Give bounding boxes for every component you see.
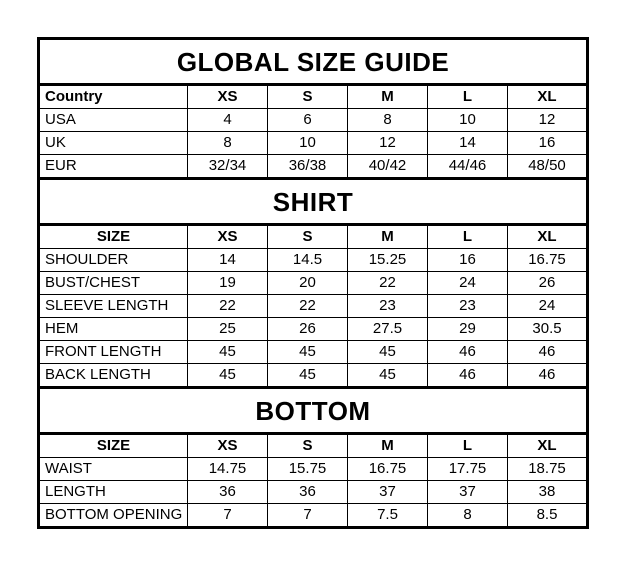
column-header-xl: XL xyxy=(508,225,588,249)
column-header-row-bottom xyxy=(39,434,588,458)
column-header-xs: XS xyxy=(188,434,268,458)
cell-shoulder-l: 16 xyxy=(428,249,508,272)
cell-opening-s: 7 xyxy=(268,504,348,528)
table-row-bust-chest xyxy=(39,272,588,295)
table-row-back-length xyxy=(39,364,588,388)
cell-opening-m: 7.5 xyxy=(348,504,428,528)
cell-front-xl: 46 xyxy=(508,341,588,364)
cell-usa-l: 10 xyxy=(428,109,508,132)
cell-sleeve-l: 23 xyxy=(428,295,508,318)
cell-hem-xs: 25 xyxy=(188,318,268,341)
table-row-waist xyxy=(39,458,588,481)
cell-usa-m: 8 xyxy=(348,109,428,132)
cell-bust-xs: 19 xyxy=(188,272,268,295)
cell-eur-s: 36/38 xyxy=(268,155,348,179)
size-guide-table xyxy=(37,37,589,529)
column-header-l: L xyxy=(428,85,508,109)
cell-back-xs: 45 xyxy=(188,364,268,388)
cell-front-s: 45 xyxy=(268,341,348,364)
cell-shoulder-xs: 14 xyxy=(188,249,268,272)
cell-sleeve-xl: 24 xyxy=(508,295,588,318)
cell-usa-xs: 4 xyxy=(188,109,268,132)
column-header-m: M xyxy=(348,434,428,458)
row-label-bottom-opening: BOTTOM OPENING xyxy=(39,504,188,528)
section-title-shirt: SHIRT xyxy=(39,179,588,225)
row-label-usa: USA xyxy=(39,109,188,132)
section-title-row-shirt xyxy=(39,179,588,225)
cell-shoulder-m: 15.25 xyxy=(348,249,428,272)
cell-opening-xs: 7 xyxy=(188,504,268,528)
column-header-row-shirt xyxy=(39,225,588,249)
cell-hem-xl: 30.5 xyxy=(508,318,588,341)
row-label-uk: UK xyxy=(39,132,188,155)
cell-sleeve-s: 22 xyxy=(268,295,348,318)
cell-front-l: 46 xyxy=(428,341,508,364)
cell-eur-l: 44/46 xyxy=(428,155,508,179)
column-header-xs: XS xyxy=(188,225,268,249)
section-title-bottom: BOTTOM xyxy=(39,388,588,434)
table-row-sleeve-length xyxy=(39,295,588,318)
cell-front-xs: 45 xyxy=(188,341,268,364)
cell-eur-xs: 32/34 xyxy=(188,155,268,179)
cell-sleeve-m: 23 xyxy=(348,295,428,318)
section-title-row-bottom xyxy=(39,388,588,434)
row-label-sleeve-length: SLEEVE LENGTH xyxy=(39,295,188,318)
cell-sleeve-xs: 22 xyxy=(188,295,268,318)
cell-uk-xl: 16 xyxy=(508,132,588,155)
cell-hem-s: 26 xyxy=(268,318,348,341)
table-row-eur xyxy=(39,155,588,179)
cell-front-m: 45 xyxy=(348,341,428,364)
cell-length-l: 37 xyxy=(428,481,508,504)
cell-eur-xl: 48/50 xyxy=(508,155,588,179)
cell-uk-xs: 8 xyxy=(188,132,268,155)
cell-waist-m: 16.75 xyxy=(348,458,428,481)
cell-length-s: 36 xyxy=(268,481,348,504)
column-header-l: L xyxy=(428,225,508,249)
cell-opening-xl: 8.5 xyxy=(508,504,588,528)
cell-uk-s: 10 xyxy=(268,132,348,155)
cell-length-m: 37 xyxy=(348,481,428,504)
cell-length-xl: 38 xyxy=(508,481,588,504)
table-row-front-length xyxy=(39,341,588,364)
cell-back-s: 45 xyxy=(268,364,348,388)
column-header-s: S xyxy=(268,434,348,458)
column-header-m: M xyxy=(348,225,428,249)
column-header-size-shirt: SIZE xyxy=(39,225,188,249)
cell-waist-s: 15.75 xyxy=(268,458,348,481)
column-header-size-bottom: SIZE xyxy=(39,434,188,458)
cell-uk-l: 14 xyxy=(428,132,508,155)
cell-bust-m: 22 xyxy=(348,272,428,295)
column-header-row-global xyxy=(39,85,588,109)
cell-shoulder-xl: 16.75 xyxy=(508,249,588,272)
cell-shoulder-s: 14.5 xyxy=(268,249,348,272)
section-title-row-global xyxy=(39,39,588,85)
row-label-hem: HEM xyxy=(39,318,188,341)
cell-usa-xl: 12 xyxy=(508,109,588,132)
cell-back-xl: 46 xyxy=(508,364,588,388)
cell-hem-m: 27.5 xyxy=(348,318,428,341)
column-header-l: L xyxy=(428,434,508,458)
cell-bust-s: 20 xyxy=(268,272,348,295)
cell-back-m: 45 xyxy=(348,364,428,388)
row-label-back-length: BACK LENGTH xyxy=(39,364,188,388)
table-row-usa xyxy=(39,109,588,132)
table-row-shoulder xyxy=(39,249,588,272)
section-title-global-size-guide: GLOBAL SIZE GUIDE xyxy=(39,39,588,85)
cell-back-l: 46 xyxy=(428,364,508,388)
column-header-xl: XL xyxy=(508,434,588,458)
column-header-xl: XL xyxy=(508,85,588,109)
column-header-country: Country xyxy=(39,85,188,109)
cell-bust-l: 24 xyxy=(428,272,508,295)
column-header-s: S xyxy=(268,225,348,249)
cell-bust-xl: 26 xyxy=(508,272,588,295)
cell-hem-l: 29 xyxy=(428,318,508,341)
cell-waist-xl: 18.75 xyxy=(508,458,588,481)
table-row-hem xyxy=(39,318,588,341)
row-label-front-length: FRONT LENGTH xyxy=(39,341,188,364)
cell-uk-m: 12 xyxy=(348,132,428,155)
row-label-shoulder: SHOULDER xyxy=(39,249,188,272)
row-label-eur: EUR xyxy=(39,155,188,179)
cell-waist-xs: 14.75 xyxy=(188,458,268,481)
cell-usa-s: 6 xyxy=(268,109,348,132)
row-label-bust-chest: BUST/CHEST xyxy=(39,272,188,295)
column-header-m: M xyxy=(348,85,428,109)
cell-eur-m: 40/42 xyxy=(348,155,428,179)
table-row-bottom-opening xyxy=(39,504,588,528)
column-header-s: S xyxy=(268,85,348,109)
cell-length-xs: 36 xyxy=(188,481,268,504)
row-label-waist: WAIST xyxy=(39,458,188,481)
cell-opening-l: 8 xyxy=(428,504,508,528)
column-header-xs: XS xyxy=(188,85,268,109)
row-label-length: LENGTH xyxy=(39,481,188,504)
table-row-uk xyxy=(39,132,588,155)
table-row-length xyxy=(39,481,588,504)
cell-waist-l: 17.75 xyxy=(428,458,508,481)
